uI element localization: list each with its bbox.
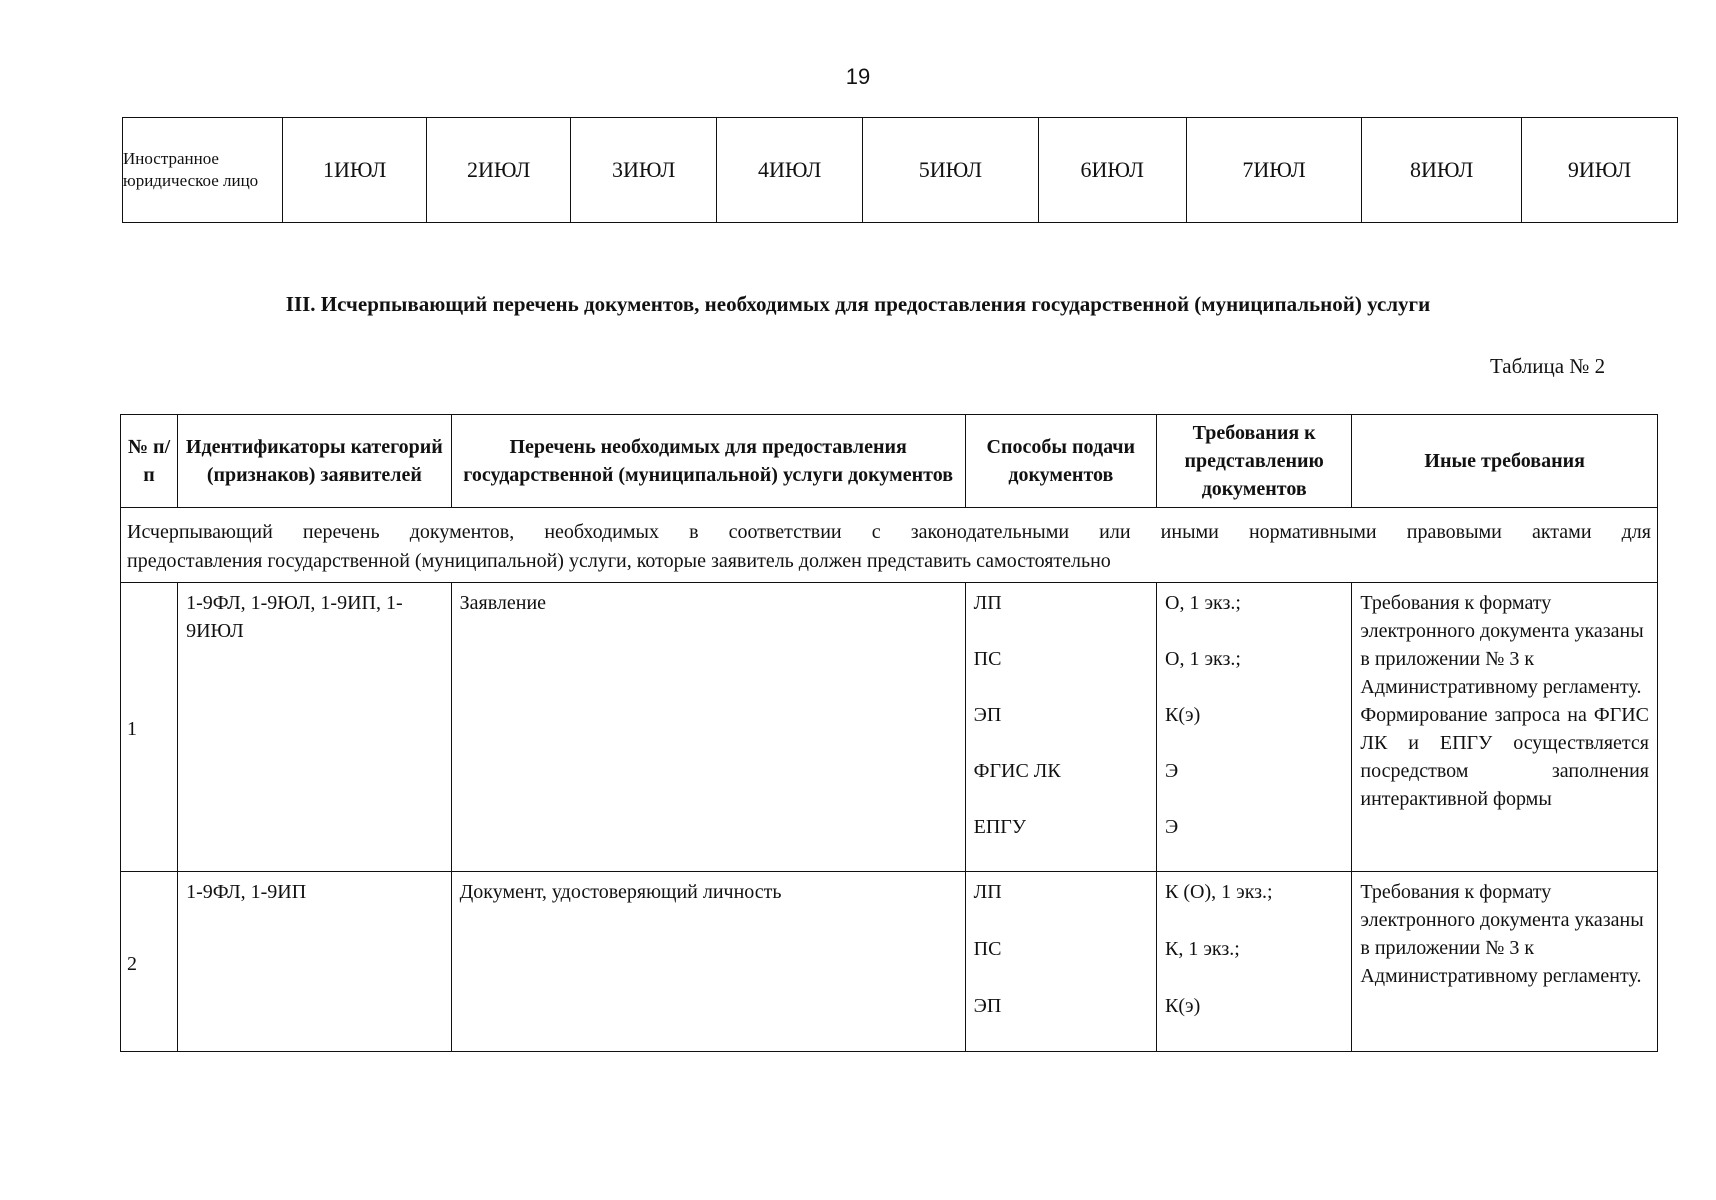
table-cell: Иностранное юридическое лицо — [123, 118, 283, 223]
table-row — [123, 118, 1678, 223]
table-cell: 7ИЮЛ — [1186, 118, 1362, 223]
table-row — [121, 583, 1658, 872]
table-cell: 5ИЮЛ — [863, 118, 1039, 223]
requirement-item: О, 1 экз.; — [1165, 592, 1241, 614]
requirement-item: К (О), 1 экз.; — [1165, 881, 1273, 903]
submission-requirements — [1157, 583, 1352, 872]
document-name: Заявление — [451, 583, 965, 872]
table-cell: 1ИЮЛ — [283, 118, 427, 223]
header-cell: Перечень необходимых для предоставления государственной (муниципальной) услуги документов — [451, 415, 965, 508]
method-item: ФГИС ЛК — [973, 760, 1061, 782]
other-requirements-text: Формирование запроса на ФГИС ЛК и ЕПГУ осуществляется посредством заполнения интерактивной формы — [1360, 704, 1649, 810]
other-requirements-text: Требования к формату электронного документа указаны — [1360, 881, 1644, 931]
span-row-line: Исчерпывающий перечень документов, необходимых в соответствии с законодательными или иными нормативными правовыми актами для — [127, 521, 1651, 543]
applicant-ids: 1-9ФЛ, 1-9ИП — [178, 872, 452, 1052]
method-item: ЛП — [973, 881, 1002, 903]
requirement-item: К(э) — [1165, 704, 1201, 726]
span-row-cell — [121, 508, 1658, 583]
table-row — [121, 508, 1658, 583]
header-cell: Идентификаторы категорий (признаков) заявителей — [178, 415, 452, 508]
continuation-table — [122, 117, 1678, 223]
documents-table — [120, 414, 1658, 1052]
method-item: ЭП — [973, 995, 1002, 1017]
table-cell: 3ИЮЛ — [571, 118, 717, 223]
table-cell: 9ИЮЛ — [1522, 118, 1678, 223]
header-cell: Иные требования — [1352, 415, 1658, 508]
submission-methods — [965, 583, 1156, 872]
method-item: ЛП — [973, 592, 1002, 614]
other-requirements — [1352, 583, 1658, 872]
table-cell: 4ИЮЛ — [717, 118, 863, 223]
table-row — [121, 872, 1658, 1052]
row-number: 2 — [121, 872, 178, 1052]
header-cell: Требования к представлению документов — [1157, 415, 1352, 508]
table-cell: 6ИЮЛ — [1038, 118, 1186, 223]
requirement-item: Э — [1165, 816, 1179, 838]
requirement-item: К(э) — [1165, 995, 1201, 1017]
section-title: III. Исчерпывающий перечень документов, необходимых для предоставления государственной (муниципальной) услуги — [285, 292, 1431, 316]
applicant-ids: 1-9ФЛ, 1-9ЮЛ, 1-9ИП, 1-9ИЮЛ — [178, 583, 452, 872]
table-header-row — [121, 415, 1658, 508]
header-cell: № п/п — [121, 415, 178, 508]
requirement-item: Э — [1165, 760, 1179, 782]
table-caption: Таблица № 2 — [1490, 354, 1606, 378]
submission-methods — [965, 872, 1156, 1052]
table-cell: 2ИЮЛ — [427, 118, 571, 223]
method-item: ЭП — [973, 704, 1002, 726]
other-requirements-text: Требования к формату электронного документа указаны в приложении № 3 к Административному регламенту. — [1360, 592, 1644, 698]
span-row-line: предоставления государственной (муниципальной) услуги, которые заявитель должен представить самостоятельно — [127, 550, 1111, 572]
table-cell: 8ИЮЛ — [1362, 118, 1522, 223]
requirement-item: К, 1 экз.; — [1165, 938, 1240, 960]
submission-requirements — [1157, 872, 1352, 1052]
row-number: 1 — [121, 583, 178, 872]
method-item: ПС — [973, 938, 1002, 960]
other-requirements — [1352, 872, 1658, 1052]
header-cell: Способы подачи документов — [965, 415, 1156, 508]
document-name: Документ, удостоверяющий личность — [451, 872, 965, 1052]
requirement-item: О, 1 экз.; — [1165, 648, 1241, 670]
method-item: ЕПГУ — [973, 816, 1027, 838]
method-item: ПС — [973, 648, 1002, 670]
other-requirements-text: в приложении № 3 к Административному регламенту. — [1360, 937, 1642, 987]
page-number: 19 — [845, 64, 871, 89]
